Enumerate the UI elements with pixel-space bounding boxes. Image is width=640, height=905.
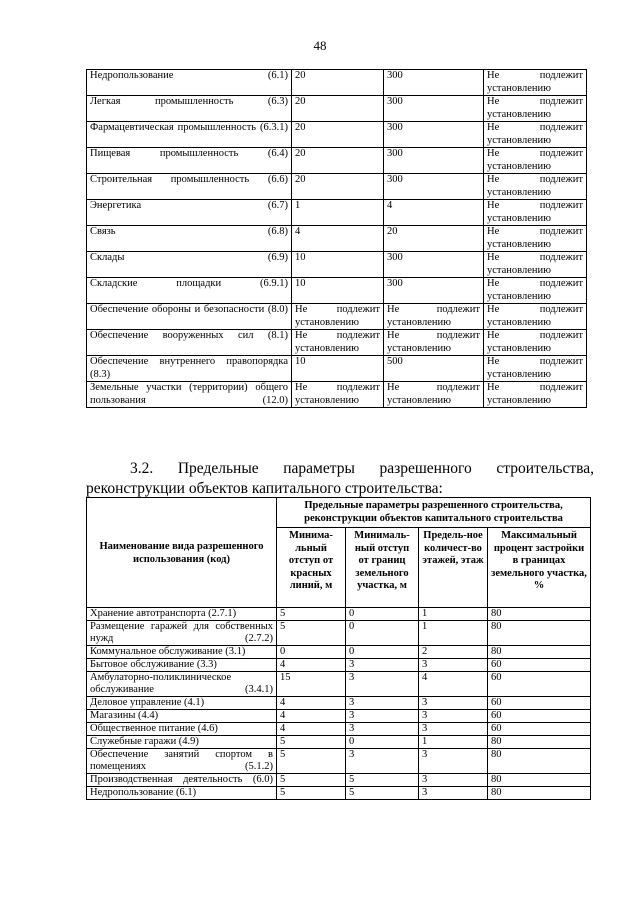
value-cell: Не подлежит установлению xyxy=(292,330,384,356)
value-cell: Не подлежит установлению xyxy=(484,382,587,408)
value-cell: Не подлежит установлению xyxy=(484,278,587,304)
use-type-cell: Магазины (4.4) xyxy=(87,710,277,723)
table-row xyxy=(87,723,591,736)
header-parameters-group: Предельные параметры разрешенного строительства, реконструкции объектов капитального строительства xyxy=(277,498,591,528)
table-row xyxy=(87,226,587,252)
table-row xyxy=(87,122,587,148)
use-type-cell: Служебные гаражи (4.9) xyxy=(87,736,277,749)
value-cell: 3 xyxy=(346,697,419,710)
value-cell: 60 xyxy=(488,659,591,672)
value-cell: 3 xyxy=(419,749,488,774)
value-cell: Не подлежит установлению xyxy=(292,382,384,408)
value-cell: Не подлежит установлению xyxy=(484,122,587,148)
table-row xyxy=(87,148,587,174)
use-type-cell: Складские площадки (6.9.1) xyxy=(87,278,292,304)
use-type-cell: Фармацевтическая промышленность (6.3.1) xyxy=(87,122,292,148)
value-cell: Не подлежит установлению xyxy=(484,148,587,174)
table-row xyxy=(87,304,587,330)
table-row xyxy=(87,659,591,672)
value-cell: Не подлежит установлению xyxy=(484,330,587,356)
value-cell: Не подлежит установлению xyxy=(484,200,587,226)
table-row xyxy=(87,621,591,646)
section-number: 3.2. xyxy=(130,460,154,477)
use-type-cell: Недропользование (6.1) xyxy=(87,70,292,96)
header-floor-count: Предель-ное количест-во этажей, этаж xyxy=(419,528,488,608)
use-type-cell: Производственная деятельность (6.0) xyxy=(87,774,277,787)
value-cell: 4 xyxy=(277,723,346,736)
page-number: 48 xyxy=(313,38,327,53)
table-row xyxy=(87,252,587,278)
table-row xyxy=(87,787,591,800)
value-cell: 2 xyxy=(419,646,488,659)
use-type-cell: Строительная промышленность (6.6) xyxy=(87,174,292,200)
table-row xyxy=(87,200,587,226)
section-heading-line-2: реконструкции объектов капитального строительства: xyxy=(86,480,443,497)
value-cell: 1 xyxy=(419,736,488,749)
table-row xyxy=(87,70,587,96)
value-cell: 3 xyxy=(419,659,488,672)
value-cell: 20 xyxy=(384,226,484,252)
value-cell: 5 xyxy=(277,736,346,749)
use-type-cell: Коммунальное обслуживание (3.1) xyxy=(87,646,277,659)
value-cell: 10 xyxy=(292,278,384,304)
table-row xyxy=(87,174,587,200)
value-cell: 80 xyxy=(488,749,591,774)
value-cell: 4 xyxy=(277,710,346,723)
header-boundary-setback: Минималь-ный отступ от границ земельного участка, м xyxy=(346,528,419,608)
value-cell: 60 xyxy=(488,672,591,697)
value-cell: Не подлежит установлению xyxy=(484,252,587,278)
value-cell: 1 xyxy=(419,621,488,646)
value-cell: 3 xyxy=(346,710,419,723)
value-cell: 1 xyxy=(419,608,488,621)
value-cell: 3 xyxy=(419,710,488,723)
value-cell: 3 xyxy=(346,672,419,697)
section-heading: 3.2. Предельные параметры разрешенного строительства, реконструкции объектов капитального строительства: xyxy=(86,460,594,497)
value-cell: 300 xyxy=(384,252,484,278)
value-cell: 10 xyxy=(292,252,384,278)
table-row xyxy=(87,736,591,749)
value-cell: Не подлежит установлению xyxy=(484,96,587,122)
table-row xyxy=(87,697,591,710)
value-cell: 3 xyxy=(419,774,488,787)
value-cell: 20 xyxy=(292,174,384,200)
value-cell: 300 xyxy=(384,148,484,174)
use-type-cell: Недропользование (6.1) xyxy=(87,787,277,800)
value-cell: 4 xyxy=(419,672,488,697)
table-row xyxy=(87,330,587,356)
value-cell: Не подлежит установлению xyxy=(292,304,384,330)
use-type-cell: Обеспечение занятий спортом в помещениях (5.1.2) xyxy=(87,749,277,774)
value-cell: 3 xyxy=(346,723,419,736)
value-cell: 60 xyxy=(488,697,591,710)
value-cell: 80 xyxy=(488,621,591,646)
use-type-cell: Обеспечение внутреннего правопорядка (8.3) xyxy=(87,356,292,382)
value-cell: Не подлежит установлению xyxy=(484,226,587,252)
value-cell: 300 xyxy=(384,278,484,304)
header-red-line-setback: Минима-льный отступ от красных линий, м xyxy=(277,528,346,608)
value-cell: 0 xyxy=(346,736,419,749)
value-cell: 3 xyxy=(419,723,488,736)
table-row xyxy=(87,710,591,723)
value-cell: 5 xyxy=(277,774,346,787)
value-cell: 3 xyxy=(346,659,419,672)
value-cell: 0 xyxy=(277,646,346,659)
value-cell: 0 xyxy=(346,621,419,646)
value-cell: 80 xyxy=(488,774,591,787)
value-cell: 5 xyxy=(277,621,346,646)
value-cell: Не подлежит установлению xyxy=(484,304,587,330)
table-row xyxy=(87,608,591,621)
table-row xyxy=(87,749,591,774)
table-row xyxy=(87,278,587,304)
use-type-cell: Бытовое обслуживание (3.3) xyxy=(87,659,277,672)
header-use-type: Наименование вида разрешенного использования (код) xyxy=(87,498,277,608)
value-cell: Не подлежит установлению xyxy=(384,382,484,408)
header-max-coverage: Максимальный процент застройки в границах земельного участка, % xyxy=(488,528,591,608)
use-type-cell: Связь (6.8) xyxy=(87,226,292,252)
value-cell: 20 xyxy=(292,70,384,96)
use-type-cell: Амбулаторно-поликлиническое обслуживание (3.4.1) xyxy=(87,672,277,697)
value-cell: Не подлежит установлению xyxy=(484,356,587,382)
construction-parameters-table xyxy=(86,497,591,800)
value-cell: 300 xyxy=(384,122,484,148)
value-cell: 80 xyxy=(488,736,591,749)
value-cell: 5 xyxy=(277,608,346,621)
use-type-cell: Энергетика (6.7) xyxy=(87,200,292,226)
value-cell: 4 xyxy=(292,226,384,252)
value-cell: 5 xyxy=(277,787,346,800)
table-row xyxy=(87,646,591,659)
value-cell: 20 xyxy=(292,148,384,174)
value-cell: 80 xyxy=(488,608,591,621)
value-cell: 3 xyxy=(346,749,419,774)
value-cell: 5 xyxy=(277,749,346,774)
value-cell: 3 xyxy=(419,697,488,710)
use-type-cell: Размещение гаражей для собственных нужд (2.7.2) xyxy=(87,621,277,646)
value-cell: 5 xyxy=(346,774,419,787)
value-cell: 500 xyxy=(384,356,484,382)
use-type-cell: Обеспечение обороны и безопасности (8.0) xyxy=(87,304,292,330)
value-cell: 5 xyxy=(346,787,419,800)
value-cell: 4 xyxy=(384,200,484,226)
table-row xyxy=(87,382,587,408)
use-type-cell: Пищевая промышленность (6.4) xyxy=(87,148,292,174)
table-row xyxy=(87,96,587,122)
value-cell: 4 xyxy=(277,697,346,710)
value-cell: 80 xyxy=(488,787,591,800)
value-cell: 0 xyxy=(346,608,419,621)
value-cell: Не подлежит установлению xyxy=(384,330,484,356)
value-cell: 20 xyxy=(292,122,384,148)
use-type-cell: Деловое управление (4.1) xyxy=(87,697,277,710)
use-type-cell: Общественное питание (4.6) xyxy=(87,723,277,736)
table-row xyxy=(87,774,591,787)
value-cell: 300 xyxy=(384,174,484,200)
use-type-cell: Склады (6.9) xyxy=(87,252,292,278)
value-cell: 1 xyxy=(292,200,384,226)
use-type-cell: Хранение автотранспорта (2.7.1) xyxy=(87,608,277,621)
table-row xyxy=(87,356,587,382)
use-type-cell: Земельные участки (территории) общего пользования (12.0) xyxy=(87,382,292,408)
value-cell: 15 xyxy=(277,672,346,697)
use-type-cell: Обеспечение вооруженных сил (8.1) xyxy=(87,330,292,356)
value-cell: Не подлежит установлению xyxy=(484,174,587,200)
value-cell: 20 xyxy=(292,96,384,122)
value-cell: 300 xyxy=(384,70,484,96)
value-cell: 0 xyxy=(346,646,419,659)
use-type-cell: Легкая промышленность (6.3) xyxy=(87,96,292,122)
value-cell: 80 xyxy=(488,646,591,659)
value-cell: 60 xyxy=(488,710,591,723)
table-row xyxy=(87,672,591,697)
zoning-parameters-table-continued xyxy=(86,69,587,408)
value-cell: 300 xyxy=(384,96,484,122)
value-cell: 3 xyxy=(419,787,488,800)
value-cell: Не подлежит установлению xyxy=(384,304,484,330)
value-cell: 10 xyxy=(292,356,384,382)
value-cell: 4 xyxy=(277,659,346,672)
value-cell: 60 xyxy=(488,723,591,736)
value-cell: Не подлежит установлению xyxy=(484,70,587,96)
